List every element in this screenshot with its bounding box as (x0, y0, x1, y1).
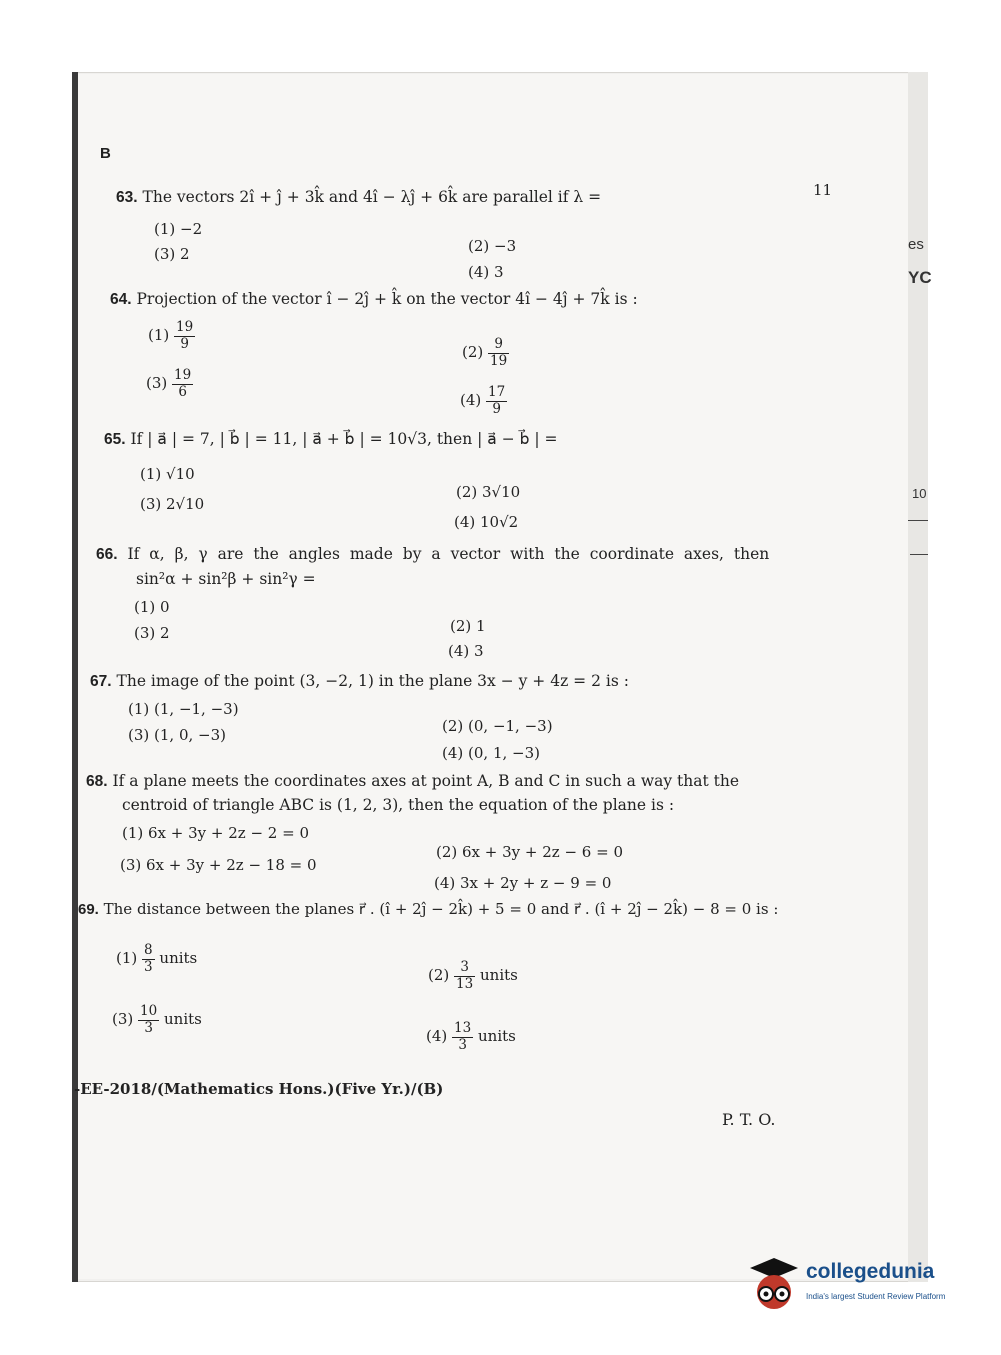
question-number: 68. (86, 773, 108, 790)
option-4: (4) 3 (468, 263, 504, 281)
brand-name: collegedunia (806, 1260, 935, 1283)
question-number: 69. (78, 901, 99, 918)
question-text: The image of the point (3, −2, 1) in the plane 3x − y + 4z = 2 is : (116, 672, 629, 690)
question-text: Projection of the vector î − 2ĵ + k̂ on the vector 4î − 4ĵ + 7k̂ is : (136, 290, 638, 308)
option-4: (4) 3x + 2y + z − 9 = 0 (434, 874, 612, 892)
margin-fragment: es (908, 236, 924, 253)
option-1: (1) $\frac{8}{3}$ units (116, 942, 198, 975)
question-text: If | a⃗ | = 7, | b⃗ | = 11, | a⃗ + b⃗ | = 10√3, then | a⃗ − b⃗ | = (130, 430, 558, 448)
question-text: If a plane meets the coordinates axes at point A, B and C in such a way that the (112, 772, 740, 790)
option-2: (2) $\frac{3}{13}$ units (428, 959, 518, 992)
collegedunia-logo (744, 1254, 974, 1314)
question-text: The distance between the planes r⃗ . (î + 2ĵ − 2k̂) + 5 = 0 and r⃗ . (î + 2ĵ − 2k̂) − 8 = 0 is : (103, 900, 779, 918)
pto-label: P. T. O. (722, 1110, 776, 1129)
margin-rule (910, 554, 928, 555)
margin-rule (908, 520, 928, 521)
question-text-line2: sin²α + sin²β + sin²γ = (136, 570, 316, 588)
brand-tagline: India's largest Student Review Platform (806, 1292, 946, 1301)
option-2: (2) 6x + 3y + 2z − 6 = 0 (436, 843, 623, 861)
exam-code-footer: -EE-2018/(Mathematics Hons.)(Five Yr.)/(B) (74, 1080, 444, 1098)
question-text: If α, β, γ are the angles made by a vector with the coordinate axes, then (127, 545, 770, 563)
question-number: 66. (96, 546, 118, 563)
option-4: (4) $\frac{13}{3}$ units (426, 1020, 516, 1053)
option-1: (1) 6x + 3y + 2z − 2 = 0 (122, 824, 309, 842)
option-3: (3) (1, 0, −3) (128, 726, 226, 744)
margin-fragment: 10 (912, 486, 927, 501)
option-4: (4) $\frac{17}{9}$ (460, 384, 506, 417)
option-1: (1) −2 (154, 220, 203, 238)
option-3: (3) 2√10 (140, 495, 205, 513)
option-3: (3) 2 (154, 245, 190, 263)
graduate-mascot-icon (744, 1254, 802, 1312)
option-1: (1) √10 (140, 465, 195, 483)
page-number: 11 (813, 181, 833, 199)
question-text-line2: centroid of triangle ABC is (1, 2, 3), then the equation of the plane is : (122, 796, 675, 814)
option-3: (3) 2 (134, 624, 170, 642)
option-2: (2) 1 (450, 617, 486, 635)
question-number: 65. (104, 431, 126, 448)
option-2: (2) −3 (468, 237, 517, 255)
adjacent-page-strip (908, 72, 928, 1282)
option-4: (4) 3 (448, 642, 484, 660)
option-4: (4) (0, 1, −3) (442, 744, 540, 762)
question-text: The vectors 2î + ĵ + 3k̂ and 4î − λĵ + 6k̂ are parallel if λ = (142, 188, 602, 206)
margin-fragment: YC (908, 268, 932, 287)
option-1: (1) $\frac{19}{9}$ (148, 319, 194, 352)
question-number: 64. (110, 291, 132, 308)
option-3: (3) $\frac{10}{3}$ units (112, 1003, 202, 1036)
option-2: (2) 3√10 (456, 483, 521, 501)
set-letter: B (100, 145, 111, 162)
option-3: (3) 6x + 3y + 2z − 18 = 0 (120, 856, 317, 874)
option-2: (2) $\frac{9}{19}$ (462, 336, 508, 369)
option-1: (1) (1, −1, −3) (128, 700, 239, 718)
option-2: (2) (0, −1, −3) (442, 717, 553, 735)
question-number: 63. (116, 189, 138, 206)
option-3: (3) $\frac{19}{6}$ (146, 367, 192, 400)
question-number: 67. (90, 673, 112, 690)
option-1: (1) 0 (134, 598, 170, 616)
option-4: (4) 10√2 (454, 513, 519, 531)
